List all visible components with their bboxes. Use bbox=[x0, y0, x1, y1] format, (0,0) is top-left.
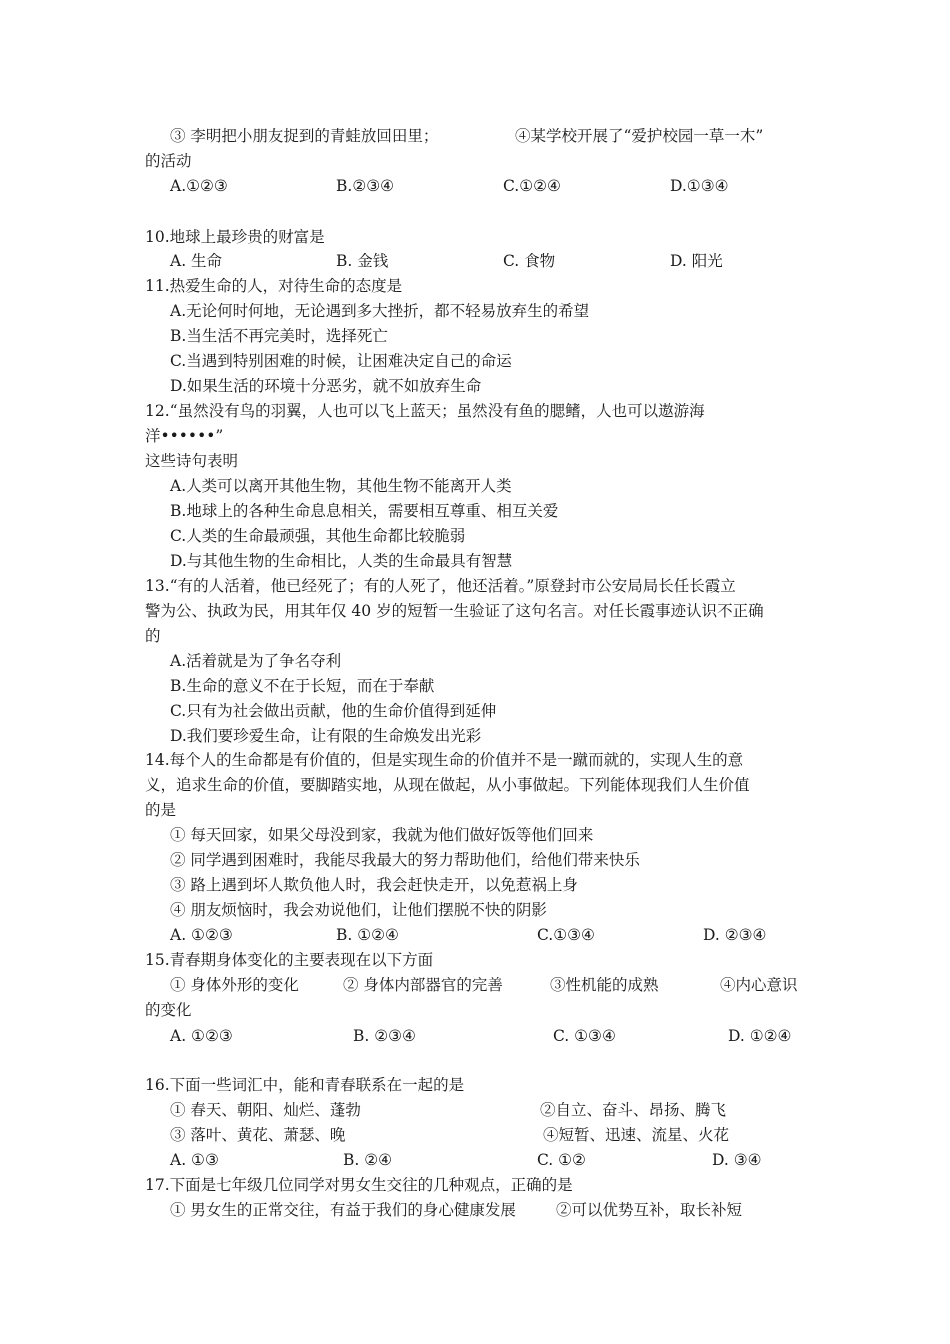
answer-choice-b: B.地球上的各种生命息息相关，需要相互尊重、相互关爱 bbox=[170, 502, 559, 520]
statement-4: ④ 朋友烦恼时，我会劝说他们，让他们摆脱不快的阴影 bbox=[170, 901, 547, 919]
answer-choice-a: A. ①③ bbox=[170, 1151, 219, 1169]
answer-choice-c: C.当遇到特别困难的时候，让困难决定自己的命运 bbox=[170, 352, 512, 370]
statement-1: ① 身体外形的变化 bbox=[170, 976, 299, 994]
statement-4: ④短暂、迅速、流星、火花 bbox=[543, 1126, 730, 1144]
statement-1: ① 每天回家，如果父母没到家，我就为他们做好饭等他们回来 bbox=[170, 826, 594, 844]
answer-choice-c: C. ①③④ bbox=[553, 1027, 616, 1045]
question-stem-line-1: 12.“虽然没有鸟的羽翼，人也可以飞上蓝天；虽然没有鱼的腮鳍，人也可以遨游海 bbox=[145, 402, 705, 420]
question-stem-line-3: 的是 bbox=[145, 801, 177, 819]
option-item-3: ③ 李明把小朋友捉到的青蛙放回田里； bbox=[170, 127, 439, 145]
statement-1: ① 春天、朝阳、灿烂、蓬勃 bbox=[170, 1101, 361, 1119]
question-stem-line-3: 的 bbox=[145, 627, 161, 645]
answer-choice-b: B.生命的意义不在于长短，而在于奉献 bbox=[170, 677, 435, 695]
question-stem: 17.下面是七年级几位同学对男女生交往的几种观点，正确的是 bbox=[145, 1176, 573, 1194]
statement-3: ③ 路上遇到坏人欺负他人时，我会赶快走开，以免惹祸上身 bbox=[170, 876, 578, 894]
statement-3: ③ 落叶、黄花、萧瑟、晚 bbox=[170, 1126, 346, 1144]
answer-choice-c: C.人类的生命最顽强，其他生命都比较脆弱 bbox=[170, 527, 466, 545]
question-stem: 11.热爱生命的人，对待生命的态度是 bbox=[145, 277, 403, 295]
answer-choice-b: B. ①②④ bbox=[336, 926, 399, 944]
answer-choice-d: D. ①②④ bbox=[728, 1027, 792, 1045]
statement-2: ②自立、奋斗、昂扬、腾飞 bbox=[540, 1101, 727, 1119]
question-stem-line-1: 14.每个人的生命都是有价值的，但是实现生命的价值并不是一蹴而就的，实现人生的意 bbox=[145, 751, 744, 769]
answer-choice-b: B.②③④ bbox=[336, 177, 395, 195]
answer-choice-a: A.活着就是为了争名夺利 bbox=[170, 652, 342, 670]
answer-choice-d: D.我们要珍爱生命，让有限的生命焕发出光彩 bbox=[170, 727, 482, 745]
question-stem-line-1: 13.“有的人活着，他已经死了；有的人死了，他还活着。”原登封市公安局局长任长霞立 bbox=[145, 577, 736, 595]
answer-choice-d: D. ②③④ bbox=[703, 926, 767, 944]
statement-4: ④内心意识 bbox=[720, 976, 798, 994]
answer-choice-b: B.当生活不再完美时，选择死亡 bbox=[170, 327, 388, 345]
answer-choice-c: C. ①② bbox=[537, 1151, 586, 1169]
answer-choice-a: A.①②③ bbox=[170, 177, 228, 195]
statement-2: ② 同学遇到困难时，我能尽我最大的努力帮助他们，给他们带来快乐 bbox=[170, 851, 640, 869]
question-stem-line-2: 警为公、执政为民，用其年仅 40 岁的短暂一生验证了这句名言。对任长霞事迹认识不正确 bbox=[145, 602, 764, 620]
answer-choice-d: D.如果生活的环境十分恶劣，就不如放弃生命 bbox=[170, 377, 482, 395]
answer-choice-d: D.与其他生物的生命相比，人类的生命最具有智慧 bbox=[170, 552, 513, 570]
answer-choice-c: C. 食物 bbox=[503, 252, 556, 270]
answer-choice-d: D.①③④ bbox=[670, 177, 729, 195]
question-stem-line-2: 洋••••••” bbox=[145, 427, 224, 445]
answer-choice-a: A.无论何时何地，无论遇到多大挫折，都不轻易放弃生的希望 bbox=[170, 302, 590, 320]
answer-choice-b: B. ②③④ bbox=[353, 1027, 416, 1045]
option-item-4: ④某学校开展了“爱护校园一草一木” bbox=[515, 127, 764, 145]
question-stem: 10.地球上最珍贵的财富是 bbox=[145, 228, 325, 246]
question-stem: 16.下面一些词汇中，能和青春联系在一起的是 bbox=[145, 1076, 465, 1094]
answer-choice-a: A. ①②③ bbox=[170, 1027, 233, 1045]
answer-choice-b: B. ②④ bbox=[343, 1151, 393, 1169]
statement-2: ②可以优势互补，取长补短 bbox=[556, 1201, 743, 1219]
answer-choice-a: A. 生命 bbox=[170, 252, 223, 270]
question-stem-line-2: 义，追求生命的价值，要脚踏实地，从现在做起，从小事做起。下列能体现我们人生价值 bbox=[145, 776, 750, 794]
answer-choice-d: D. 阳光 bbox=[670, 252, 723, 270]
answer-choice-a: A. ①②③ bbox=[170, 926, 233, 944]
answer-choice-d: D. ③④ bbox=[712, 1151, 762, 1169]
question-stem: 15.青春期身体变化的主要表现在以下方面 bbox=[145, 951, 434, 969]
statement-3: ③性机能的成熟 bbox=[550, 976, 659, 994]
answer-choice-c: C.①②④ bbox=[503, 177, 561, 195]
answer-choice-c: C.①③④ bbox=[537, 926, 595, 944]
answer-choice-a: A.人类可以离开其他生物，其他生物不能离开人类 bbox=[170, 477, 512, 495]
question-stem-line-3: 这些诗句表明 bbox=[145, 452, 239, 470]
answer-choice-b: B. 金钱 bbox=[336, 252, 389, 270]
statement-wrap: 的变化 bbox=[145, 1001, 192, 1019]
answer-choice-c: C.只有为社会做出贡献，他的生命价值得到延伸 bbox=[170, 702, 497, 720]
statement-2: ② 身体内部器官的完善 bbox=[343, 976, 503, 994]
option-item-wrap: 的活动 bbox=[145, 152, 192, 170]
statement-1: ① 男女生的正常交往，有益于我们的身心健康发展 bbox=[170, 1201, 516, 1219]
